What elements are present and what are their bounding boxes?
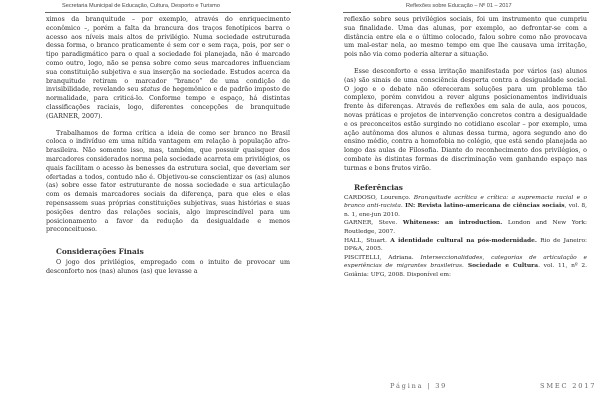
right-paragraph-1: reflexão sobre seus privilégios sociais, foi um instrumento que cumpriu sua finalidade. Uma das alunas, por exemplo, ao defrontar-se com a distância entre ela e o último colocado, falou sobre como não provocava um mal-estar nela, ao mesmo tempo em que lhe causava uma irritação, pois não via como poderia alterar a situação.	[344, 16, 587, 59]
reference-item	[344, 219, 587, 236]
references-title: Referências	[354, 182, 403, 192]
reference-item	[344, 194, 587, 220]
right-column	[344, 16, 587, 279]
left-p1-text: ximos da branquitude – por exemplo, através do enriquecimento econômico –, porém a falta da brancura dos traços fenotípicos barra o acesso aos níveis mais altos de privilégio. Numa sociedade estruturada dessa forma, o branco praticamente é sem cor e sem raça, pois, por ser o tipo paradigmático para o qual a sociedade foi planejada, não é marcado como outro, logo, não se pensa sobre como seus marcadores influenciam sua constituição subjetiva e sua inserção na sociedade. Estudos acerca da branquitude retiram o marcador “branco” de uma condição de invisibilidade, revelando seu	[46, 16, 290, 94]
ref-source: Sociedade e Cultura	[463, 262, 539, 270]
left-p1-rest: de hegemônico e de padrão imposto de normalidade, para criticá-lo. Conforme tempo e espaço, há distintas classificações raciais, logo, diferentes concepções de branquitude (GARNER, 2007).	[46, 86, 290, 120]
footer-edition: SMEC 2017	[540, 382, 597, 390]
header-rule-right	[343, 12, 589, 13]
footer-page-number: Página | 39	[390, 382, 448, 390]
ref-author: CARDOSO, Lourenço.	[344, 194, 414, 201]
ref-details: Rio de Janeiro: DP&A, 2005.	[344, 237, 587, 253]
ref-author: GARNER, Steve.	[344, 220, 403, 227]
ref-details: , vol. 8, n. 1, ene-jun 2010.	[344, 203, 587, 218]
ref-details: . vol. 11, nº 2. Goiânia: UFG, 2008. Disponível em:	[344, 263, 588, 278]
ref-source: Whiteness: an introduction.	[402, 219, 503, 227]
left-p1-italic: status	[140, 86, 161, 94]
left-paragraph-3: O jogo dos privilégios, empregado com o intuito de provocar um desconforto nos (nas) alunos (as) que levasse a	[46, 259, 290, 275]
right-paragraph-2: Esse desconforto e essa irritação manifestada por vários (as) alunos (as) são sinais de uma consciência desperta contra a desigualdade social. O jogo e o debate não ofereceram soluções para um problema tão complexo, porém convidou a rever alguns posicionamentos individuais frente às diferenças. Através de reflexões em sala de aula, aos poucos, novas práticas e projetos de intervenção concretos contra a desigualdade e os preconceitos estão surgindo no cotidiano escolar – por exemplo, uma ação autônoma dos alunos e alunas dessa turma, agora segundo ano do ensino médio, contra a homofobia no colégio, que está sendo planejada ao longo das aulas de Filosofia. Diante do reconhecimento dos privilégios, o combate às distintas formas de discriminação vem ganhando espaço nas turmas e bons frutos virão.	[344, 67, 587, 172]
left-paragraph-1	[46, 16, 290, 122]
left-column	[46, 16, 290, 277]
header-left: Secretaria Municipal de Educação, Cultura, Desporto e Turismo	[62, 3, 220, 9]
ref-author: PISCITELLI, Adriana.	[344, 254, 421, 261]
ref-details: London and New York: Routledge, 2007.	[344, 220, 587, 235]
reference-item	[344, 237, 587, 254]
ref-source: A identidade cultural na pós-modernidade.	[390, 236, 537, 244]
reference-item	[344, 254, 587, 280]
header-right: Reflexões sobre Educação – Nº 01 – 2017	[406, 3, 512, 9]
ref-author: HALL, Stuart.	[344, 237, 391, 244]
left-paragraph-2: Trabalhamos de forma crítica a ideia de como ser branco no Brasil coloca o indivíduo em uma nítida vantagem em relação à população afro-brasileira. Não somente isso, mas, também, que possuir quaisquer dos marcadores considerados norma pela sociedade acarreta em privilégios, os quais facilitam o acesso às benesses da estrutura social, que deveriam ser ofertadas a todos, contudo não é. Objetivou-se conscientizar os (as) alunos (as) sobre esse fator estruturante de nossa sociedade e sua articulação com os demais marcadores sociais da diferença, para que eles e elas repensassem suas próprias constituições subjetivas, suas histórias e suas posições dentro das relações sociais, algo imprescindível para um posicionamento a favor da redução da desigualdade e menos preconceituoso.	[46, 129, 290, 234]
header-rule-left	[45, 12, 291, 13]
references-list	[344, 194, 587, 280]
ref-source: IN: Revista latino-americana de ciências sociais	[402, 202, 565, 210]
ref-title: Branquitude acrítica e crítica: a supremacia racial e o branco anti-racista.	[344, 194, 587, 210]
section-title-consideracoes: Considerações Finais	[56, 247, 144, 257]
ref-title: Interseccionalidades, categorias de articulação e experiências de migrantes brasileiras.	[344, 254, 587, 270]
